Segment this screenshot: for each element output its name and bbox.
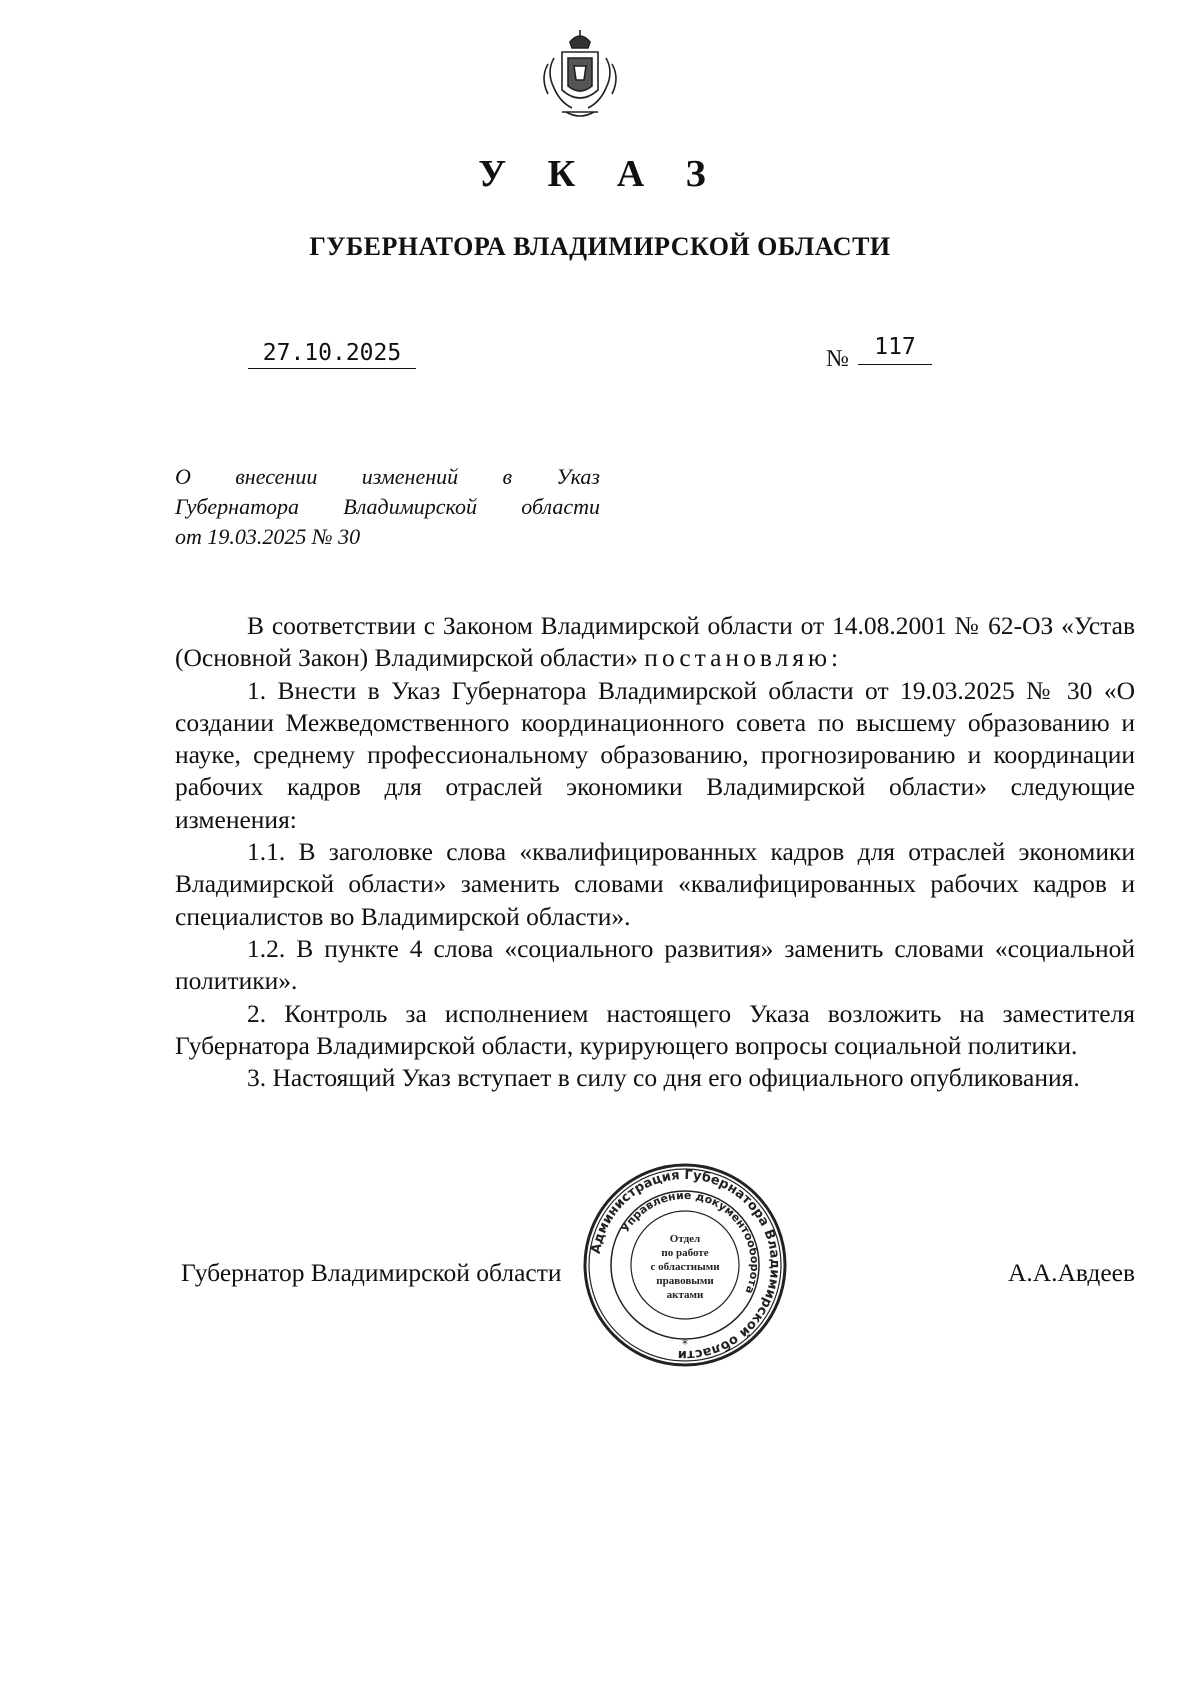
seal-center-line: Отдел: [669, 1233, 701, 1245]
seal-center-line: по работе: [661, 1247, 709, 1259]
coat-of-arms-icon: [532, 28, 628, 120]
paragraph-3: 3. Настоящий Указ вступает в силу со дня его официального опубликования.: [247, 1063, 1080, 1093]
preamble-paragraph: [175, 610, 1135, 675]
official-seal-icon: [580, 1160, 790, 1370]
paragraph-2: 2. Контроль за исполнением настоящего Указа возложить на заместителя Губернатора Владимирской области, курирующего вопросы социальной политики.: [175, 998, 1135, 1060]
subject-line: Губернатора Владимирской области: [175, 494, 600, 519]
seal-center-line: правовыми: [656, 1275, 714, 1287]
signatory-name: А.А.Авдеев: [1007, 1258, 1135, 1287]
document-date: 27.10.2025: [248, 340, 416, 369]
subject-line: от 19.03.2025 № 30: [175, 524, 361, 549]
seal-center-line: актами: [666, 1289, 704, 1301]
document-title: У К А З: [478, 153, 722, 195]
paragraph-1-2: 1.2. В пункте 4 слова «социального развития» заменить словами «социальной политики».: [175, 933, 1135, 996]
issuer-heading: ГУБЕРНАТОРА ВЛАДИМИРСКОЙ ОБЛАСТИ: [309, 232, 891, 261]
svg-text:*: *: [682, 1337, 688, 1351]
seal-outer-text: Администрация Губернатора Владимирской области: [588, 1167, 783, 1363]
number-sign: №: [826, 346, 849, 372]
seal-inner-text: Управление документооборота: [618, 1188, 762, 1296]
document-subject: [175, 462, 600, 552]
document-number: 117: [858, 334, 932, 365]
paragraph-1: 1. Внести в Указ Губернатора Владимирской области от 19.03.2025 № 30 «О создании Межведомственного координационного совета по высшему образованию и науке, среднему профессиональному образованию, прогнозированию и координации рабочих кадров для отраслей экономики Владимирской области» следующие изменения:: [175, 675, 1135, 834]
subject-line: О внесении изменений в Указ: [175, 464, 600, 489]
preamble-text: В соответствии с Законом Владимирской области от 14.08.2001 № 62-ОЗ «Устав (Основной Закон) Владимирской области»: [175, 611, 1135, 673]
paragraph-1-1: 1.1. В заголовке слова «квалифицированных кадров для отраслей экономики Владимирской области» заменить словами «квалифицированных рабочих кадров и специалистов во Владимирской области».: [175, 837, 1135, 931]
seal-center-line: с областными: [650, 1261, 720, 1273]
document-body: [175, 610, 1135, 1094]
signatory-position: Губернатор Владимирской области: [181, 1258, 562, 1287]
decree-word: постановляю:: [644, 643, 843, 673]
